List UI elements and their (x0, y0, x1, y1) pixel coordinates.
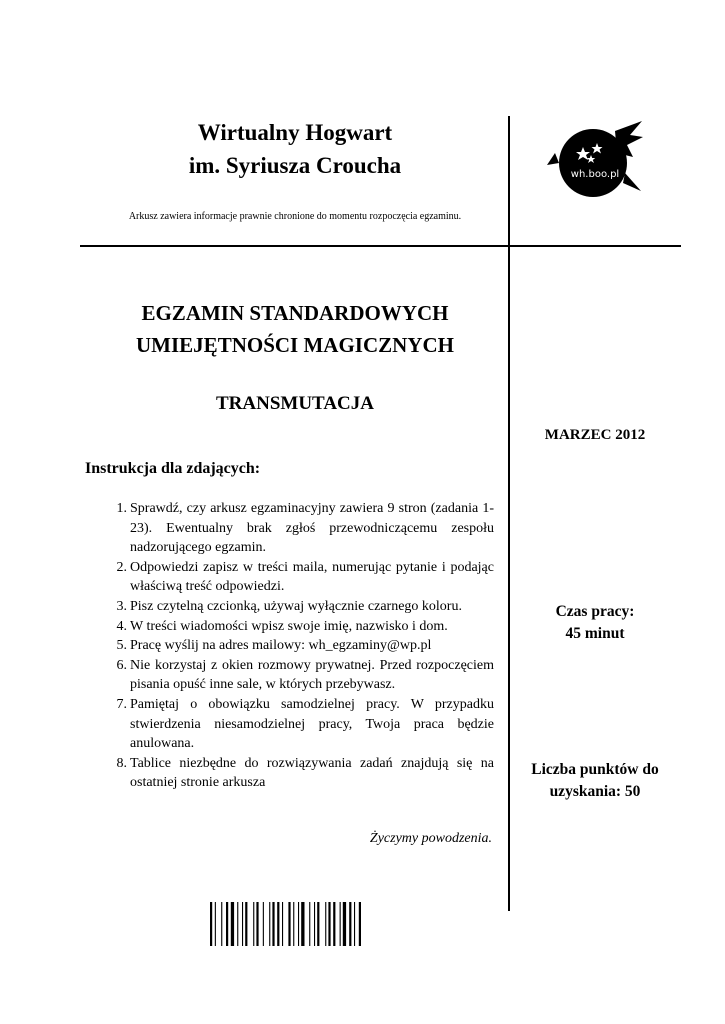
list-item-number: 5. (116, 638, 127, 654)
horizontal-divider (80, 245, 681, 247)
list-item-number: 8. (116, 755, 127, 771)
confidential-notice: Arkusz zawiera informacje prawnie chronione do momentu rozpoczęcia egzaminu. (128, 211, 462, 222)
exam-title-line1: EGZAMIN STANDARDOWYCH (141, 301, 449, 325)
exam-subject: TRANSMUTACJA (216, 393, 374, 414)
instructions-list (102, 499, 494, 793)
max-points-value: uzyskania: 50 (549, 783, 641, 800)
list-item (102, 636, 494, 656)
list-item (102, 754, 494, 793)
school-title-line2: im. Syriusza Croucha (188, 153, 402, 178)
raven-crest-icon (545, 113, 645, 203)
list-item-text: Sprawdź, czy arkusz egzaminacyjny zawiera 9 stron (zadania 1- 23). Ewentualny brak zgłoś przewodniczącemu zespołu nadzorującego egzamin. (130, 501, 494, 556)
list-item (102, 558, 494, 597)
list-item-number: 7. (116, 696, 127, 712)
barcode-icon (210, 902, 404, 946)
logo-text: wh.boo.pl (570, 169, 620, 180)
list-item-text: Tablice niezbędne do rozwiązywania zadań znajdują się na ostatniej stronie arkusza (130, 755, 494, 791)
list-item-number: 6. (116, 657, 127, 673)
list-item (102, 617, 494, 637)
max-points (510, 759, 680, 803)
list-item-number: 1. (116, 501, 127, 516)
list-item-text: Nie korzystaj z okien rozmowy prywatnej. Przed rozpoczęciem pisania opuść inne sale, w których przebywasz. (130, 657, 494, 693)
list-item (102, 597, 494, 617)
school-title (80, 116, 510, 182)
list-item-text: Pamiętaj o obowiązku samodzielnej pracy. W przypadku stwierdzenia niesamodzielnej pracy, Twoja praca będzie anulowana. (130, 696, 494, 752)
list-item (102, 695, 494, 754)
list-item (102, 499, 494, 558)
list-item-text: Odpowiedzi zapisz w treści maila, numerując pytanie i podając właściwą treść odpowiedzi. (130, 559, 494, 595)
exam-date: MARZEC 2012 (544, 427, 646, 443)
list-item (102, 656, 494, 695)
list-item-number: 3. (116, 598, 127, 614)
exam-title (80, 297, 510, 361)
work-time (510, 601, 680, 645)
list-item-text: Pisz czytelną czcionką, używaj wyłącznie czarnego koloru. (130, 598, 462, 614)
school-title-line1: Wirtualny Hogwart (197, 120, 393, 145)
list-item-text: Pracę wyślij na adres mailowy: wh_egzaminy@wp.pl (130, 638, 432, 654)
good-luck-text: Życzymy powodzenia. (369, 831, 492, 846)
max-points-label: Liczba punktów do (531, 761, 659, 778)
work-time-label: Czas pracy: (555, 603, 635, 620)
instructions-heading: Instrukcja dla zdających: (85, 460, 261, 477)
list-item-text: W treści wiadomości wpisz swoje imię, nazwisko i dom. (130, 618, 448, 634)
list-item-number: 2. (116, 559, 127, 575)
list-item-number: 4. (116, 618, 127, 634)
work-time-value: 45 minut (565, 625, 625, 642)
exam-title-line2: UMIEJĘTNOŚCI MAGICZNYCH (136, 333, 454, 357)
